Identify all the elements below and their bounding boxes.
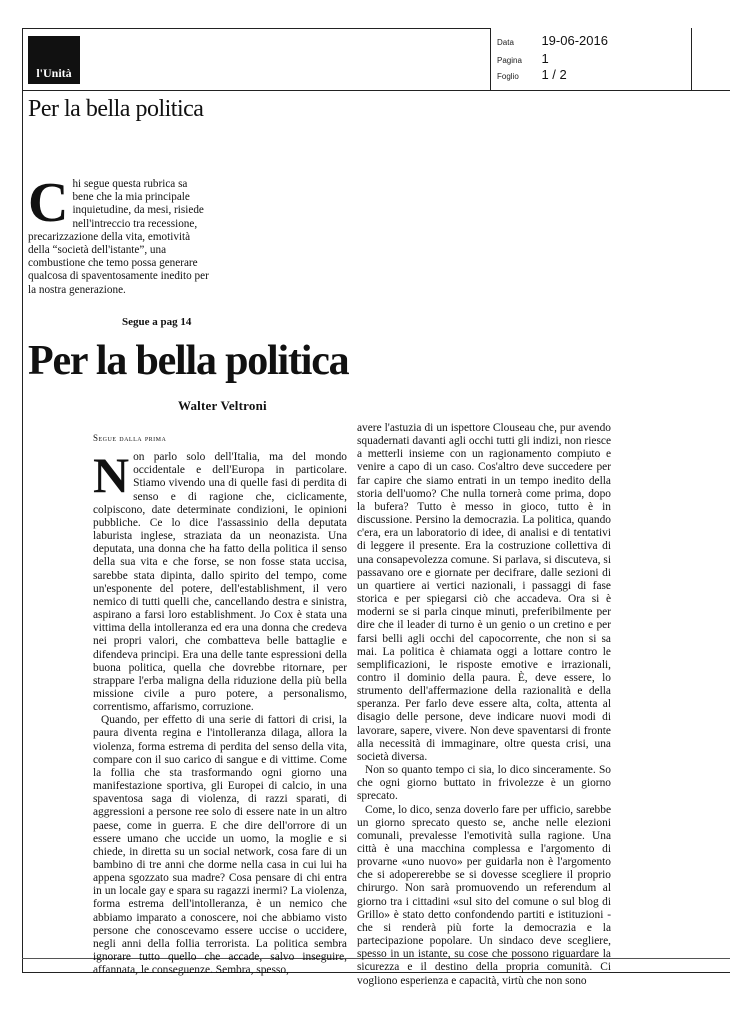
article-paragraph: avere l'astuzia di un ispettore Clouseau che, pur avendo squadernati davanti agli occhi tutti gli indizi, non riesce a metterli insieme con un ragionamento compiuto e venire a capo di un caso. Cos'altro deve succedere per far capire che siamo entrati in un tempo inedito della storia dell'uomo? Che nulla tornerà come prima, dopo la bufera? Tutto è messo in gioco, tutto è in discussione. Persino la democrazia. La politica, quando c'era, era un laboratorio di idee, di analisi e di tentativi di leggere il presente. Era la costruzione collettiva di una consapevolezza comune. Si parlava, si discuteva, si passavano ore e giornate per decifrare, dalle sezioni di un quartiere ai vertici nazionali, i passaggi di fase storica e per spiegarsi ciò che accadeva. Ora si è moderni se si parla cinque minuti, preferibilmente per dire che il leader di turno è un genio o un cretino e per farsi belli agli occhi del capocorrente, che non si sa mai. La politica è chiamata oggi a lottare contro le semplificazioni, le risposte emotive e irrazionali, contro il dominio della paura. È, deve essere, lo strumento dell'affermazione della razionalità e della speranza. Per farlo deve essere alta, colta, attenta al disagio delle persone, deve indicare nuovi modi di lavorare, sapere, vivere. Non deve spaventarsi di fronte alla necessità di immaginare, oltre questa crisi, una società diversa. bbox=[357, 422, 611, 763]
article-byline: Walter Veltroni bbox=[178, 398, 267, 413]
meta-date-row bbox=[497, 32, 608, 50]
article-paragraph: Quando, per effetto di una serie di fattori di crisi, la paura diventa regina e l'intolleranza dilaga, allora la violenza, forma estrema di perdita del senso della vita, compare con il suo carico di sangue e di vittime. Come la follia che sta trasformando ogni giorno una manifestazione sportiva, gli Europei di calcio, in una spaventosa saga di violenza, di razzi sparati, di aggressioni a persone ree solo di essere nate in un altro paese, come in guerra. E che dire dell'orrore di un essere umano che uccide un uomo, la moglie e si chiede, in diretta su un social network, cosa fare di un bambino di tre anni che dorme nella casa in cui lui ha appena sgozzato sua madre? Cosa pensare di chi entra in un locale gay e spara su ragazzi inermi? La violenza, forma estrema dell'intolleranza, è un nemico che abbiamo imparato a conoscere, noi che abbiamo visto persone che conoscevamo essere uccise o uccidere, negli anni della follia terrorista. La politica sembra ignorare tutto quello che accade, salvo inseguire, affannata, le conseguenze. Sembra, spesso, bbox=[93, 714, 347, 977]
article-kicker: Segue dalla prima bbox=[93, 433, 167, 443]
meta-sheet-label: Foglio bbox=[497, 72, 519, 81]
article-dropcap: N bbox=[93, 447, 130, 504]
article-column-2 bbox=[357, 422, 611, 988]
clipping-meta-box bbox=[490, 28, 692, 90]
article-headline: Per la bella politica bbox=[28, 338, 349, 384]
frame-header-rule bbox=[22, 90, 730, 91]
intro-dropcap: C bbox=[28, 172, 69, 234]
meta-page-value: 1 bbox=[541, 51, 549, 66]
meta-sheet-row bbox=[497, 66, 567, 84]
meta-date-label: Data bbox=[497, 38, 514, 47]
logo-text: l'Unità bbox=[36, 66, 72, 80]
intro-text: hi segue questa rubrica sa bene che la mia principale inquietudine, da mesi, risiede nell'intreccio tra recessione, precarizzazione della vita, emotività della “società dell'istante”, una combustione che temo possa generare qualcosa di spaventosamente inedito per la nostra generazione. bbox=[28, 178, 209, 296]
newspaper-logo bbox=[28, 36, 80, 84]
meta-sheet-value: 1 / 2 bbox=[541, 67, 567, 82]
article-paragraph: Come, lo dico, senza doverlo fare per ufficio, sarebbe un giorno sprecato questo se, anche nelle elezioni comunali, prevalesse l'emotività sulla ragione. Una città è una macchina complessa e l'argomento di provarne «uno nuovo» per guidarla non è l'argomento che si adopererebbe se si dovesse scegliere il proprio chirurgo. Non sarà promuovendo un referendum al giorno tra i cittadini «sul sito del comune o sul blog di Grillo» è stato detto confondendo partiti e istituzioni - che si renderà più forte la democrazia e la partecipazione popolare. Un sindaco deve scegliere, spesso in un istante, su cose che possono riguardare la sicurezza e il destino della propria comunità. Ci vogliono esperienza e capacità, virtù che non sono bbox=[357, 803, 611, 987]
article-paragraph: Non so quanto tempo ci sia, lo dico sinceramente. So che ogni giorno buttato in frivolezze è un giorno sprecato. bbox=[357, 764, 611, 803]
rubric-title: Per la bella politica bbox=[28, 96, 204, 122]
continued-on-page: Segue a pag 14 bbox=[122, 316, 192, 328]
meta-page-label: Pagina bbox=[497, 56, 522, 65]
front-page-intro bbox=[28, 172, 210, 297]
frame-top-rule bbox=[22, 28, 490, 29]
article-column-1 bbox=[93, 432, 347, 977]
article-paragraph: on parlo solo dell'Italia, ma del mondo occidentale e dell'Europa in particolare. Stiamo vivendo una di quelle fasi di perdita di senso e di ragione che, ciclicamente, colpiscono, date determinate condizioni, le opinioni pubbliche. Ce lo dice l'assassinio della deputata laburista inglese, straziata da un neonazista. Una deputata, una donna che ha fatto della politica il senso della sua vita e che forse, se non fosse stata uccisa, sarebbe stata dipinta, dallo spirito del tempo, come un'esponente del potere, dell'establishment, il vero nemico di tutti quelli che, cancellando destra e sinistra, aspirano a farsi loro establishment. Jo Cox è stata una vittima della intolleranza ed era una donna che credeva nei propri valori, che combatteva belle battaglie e difendeva principi. Era una delle tante espressioni della buona politica, quella che dovrebbe ritornare, per strappare l'erba maligna della riduzione della più bella missione civile a puro potere, a personalismo, correntismo, affarismo, corruzione. bbox=[93, 451, 347, 714]
frame-left-rule bbox=[22, 28, 23, 972]
meta-date-value: 19-06-2016 bbox=[541, 33, 608, 48]
